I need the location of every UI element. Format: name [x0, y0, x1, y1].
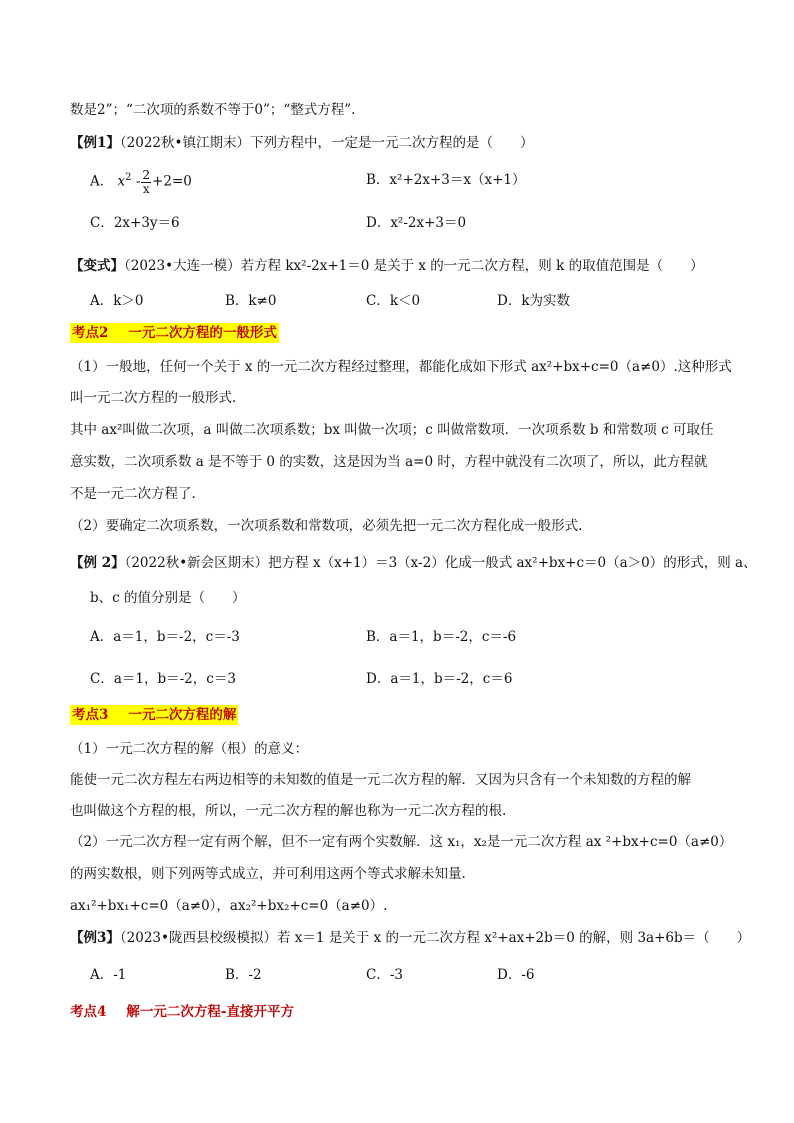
kaodian-2-p1a: （1）一般地，任何一个关于 x 的一元二次方程经过整理，都能化成如下形式 ax²+bx+c=0（a≠0）.这种形式 — [70, 359, 732, 375]
variant-text: （2023•大连一模）若方程 kx²-2x+1＝0 是关于 x 的一元二次方程，则 k 的取值范围是（ ） — [124, 258, 704, 274]
kaodian-2-heading — [70, 323, 279, 343]
example-2-line-1 — [70, 553, 757, 573]
example-3-option-c: C．-3 — [366, 967, 403, 983]
example-2-option-a: A．a＝1，b＝-2，c＝-3 — [90, 629, 240, 645]
kaodian-2-p3: （2）要确定二次项系数，一次项系数和常数项，必须先把一元二次方程化成一般形式. — [70, 518, 583, 534]
fraction: $\frac{2}{x}$ — [142, 167, 151, 196]
variant-option-b: B．k≠0 — [225, 293, 277, 309]
example-3-option-b: B．-2 — [225, 967, 262, 983]
example-1-question — [70, 133, 533, 153]
kaodian-2-p1b: 叫一元二次方程的一般形式. — [70, 390, 237, 406]
example-3-tag: 【例3】 — [70, 930, 120, 946]
variant-question — [70, 256, 704, 276]
kaodian-2-p2b: 意实数，二次项系数 a 是不等于 0 的实数，这是因为当 a=0 时，方程中就没有二次项了，所以，此方程就 — [70, 454, 708, 470]
kaodian-3-p2a: 能使一元二次方程左右两边相等的未知数的值是一元二次方程的解．又因为只含有一个未知数的方程的解 — [70, 772, 691, 788]
example-1-option-a: A． $x^2$ - $\frac{2}{x}$ +2=0 — [90, 167, 192, 196]
variant-tag: 【变式】 — [70, 258, 124, 274]
example-2-line-2: b、c 的值分别是（ ） — [90, 590, 246, 606]
kaodian-4-title: 解一元二次方程-直接开平方 — [126, 1004, 295, 1020]
example-1-option-c: C．2x+3y＝6 — [90, 215, 180, 231]
kaodian-3-p4: ax₁²+bx₁+c=0（a≠0），ax₂²+bx₂+c=0（a≠0）. — [70, 898, 388, 914]
variant-option-d: D．k为实数 — [497, 293, 571, 309]
kaodian-3-p2b: 也叫做这个方程的根，所以，一元二次方程的解也称为一元二次方程的根. — [70, 803, 507, 819]
example-3-text: （2023•陇西县校级模拟）若 x＝1 是关于 x 的一元二次方程 x²+ax+2b＝0 的解，则 3a+6b＝（ ） — [119, 930, 751, 946]
example-2-tag: 【例 2】 — [70, 555, 125, 571]
kaodian-2-p2a: 其中 ax²叫做二次项，a 叫做二次项系数；bx 叫做一次项；c 叫做常数项．一次项系数 b 和常数项 c 可取任 — [70, 422, 714, 438]
example-1-source: （2022秋•镇江期末） — [119, 135, 250, 151]
example-1-text: 下列方程中，一定是一元二次方程的是（ ） — [249, 135, 534, 151]
kaodian-2-label: 考点2 — [72, 325, 109, 341]
example-1-option-b: B．x²+2x+3＝x（x+1） — [366, 172, 526, 188]
kaodian-3-title: 一元二次方程的解 — [128, 707, 237, 723]
example-2-option-d: D．a＝1，b＝-2，c＝6 — [366, 671, 513, 687]
example-1-tag: 【例1】 — [70, 135, 120, 151]
example-3-option-d: D．-6 — [497, 967, 535, 983]
kaodian-3-p3b: 的两实数根，则下列两等式成立，并可利用这两个等式求解未知量. — [70, 866, 466, 882]
intro-line: 数是2”；“二次项的系数不等于0”；“整式方程”. — [70, 102, 356, 118]
example-2-option-c: C．a＝1，b＝-2，c＝3 — [90, 671, 236, 687]
kaodian-3-label: 考点3 — [72, 707, 109, 723]
kaodian-4-label: 考点4 — [70, 1004, 107, 1020]
example-3-question — [70, 928, 750, 948]
kaodian-2-p2c: 不是一元二次方程了. — [70, 486, 196, 502]
kaodian-3-p1: （1）一元二次方程的解（根）的意义： — [70, 741, 309, 757]
example-2-option-b: B．a＝1，b＝-2，c＝-6 — [366, 629, 517, 645]
variant-option-a: A．k＞0 — [90, 293, 144, 309]
example-3-option-a: A．-1 — [90, 967, 127, 983]
variant-option-c: C．k＜0 — [366, 293, 421, 309]
kaodian-4-heading — [70, 1002, 294, 1022]
kaodian-2-title: 一元二次方程的一般形式 — [128, 325, 277, 341]
kaodian-3-p3a: （2）一元二次方程一定有两个解，但不一定有两个实数解．这 x₁，x₂是一元二次方程 ax ²+bx+c=0（a≠0） — [70, 834, 733, 850]
example-2-text: （2022秋•新会区期末）把方程 x（x+1）＝3（x-2）化成一般式 ax²+bx+c＝0（a＞0）的形式，则 a、 — [124, 555, 757, 571]
kaodian-3-heading — [70, 705, 238, 725]
example-1-option-d: D．x²-2x+3＝0 — [366, 215, 467, 231]
